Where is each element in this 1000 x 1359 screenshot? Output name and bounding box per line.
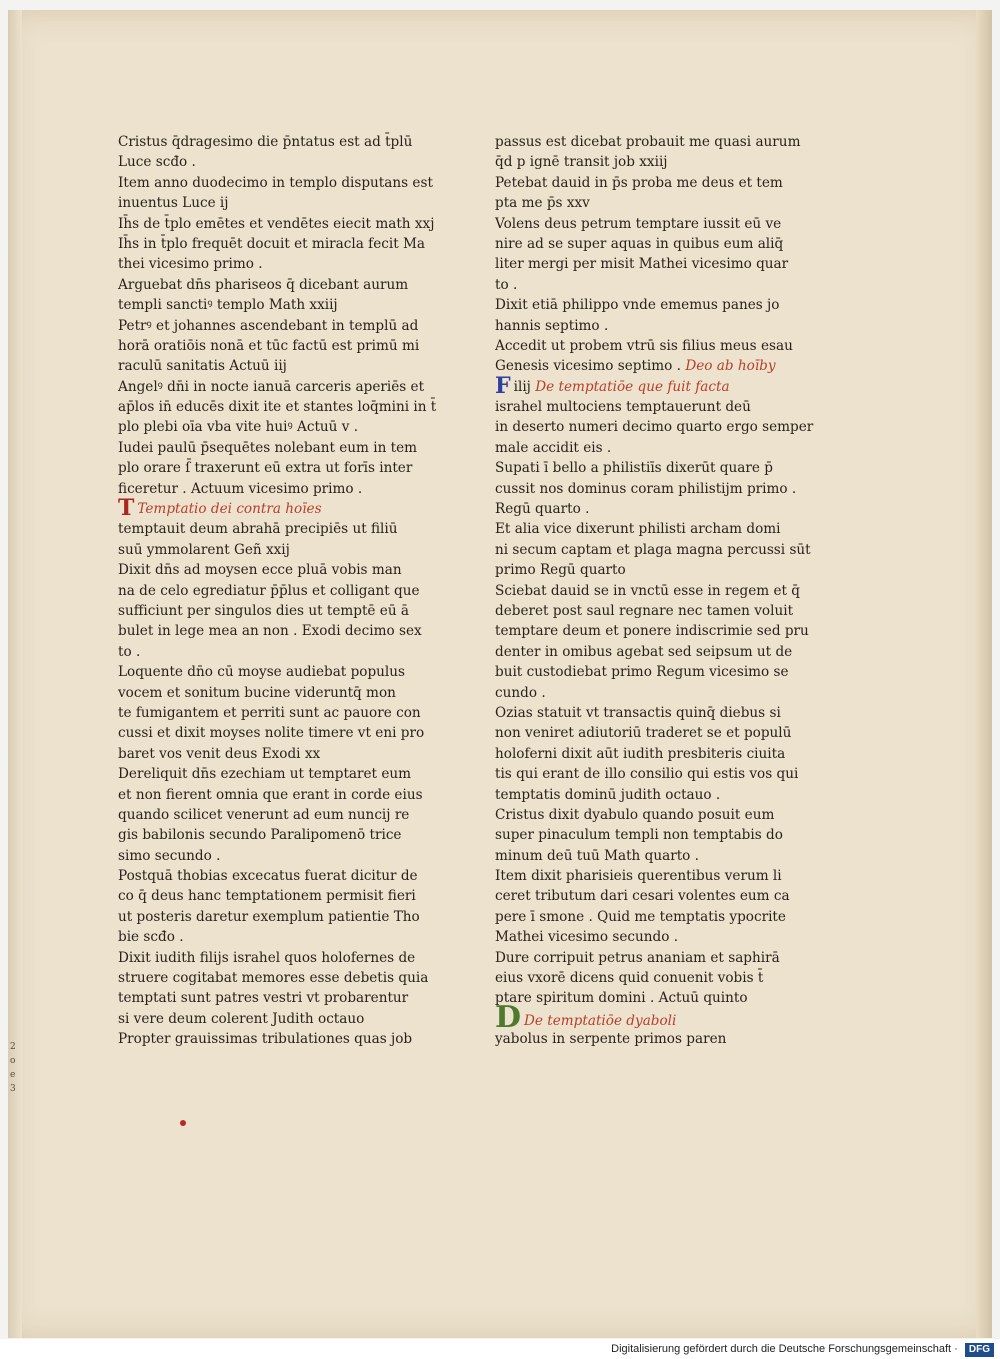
right-column-text-line: ceret tributum dari cesari volentes eum ca bbox=[495, 888, 790, 905]
right-column-text-line: Regū quarto . bbox=[495, 501, 590, 518]
rubric-heading: Deo ab hoīby bbox=[685, 358, 776, 375]
right-column-text-line: yabolus in serpente primos paren bbox=[495, 1031, 727, 1048]
initial-continuation: ilij bbox=[513, 378, 536, 395]
right-column-text-line: passus est dicebat probauit me quasi aurum bbox=[495, 134, 801, 150]
rubric-heading: De temptatiōe que fuit facta bbox=[535, 378, 730, 395]
left-column-text-line: ut posteris daretur exemplum patientie Tho bbox=[118, 908, 420, 925]
left-column-text-line: Ih̄s in t̄plo frequēt docuit et miracla fecit Ma bbox=[118, 235, 426, 252]
page-right-edge bbox=[976, 10, 992, 1338]
decorated-initial-f: F bbox=[495, 372, 511, 399]
right-column-text-line: Supati ī bello a philistiīs dixerūt quare p̄ bbox=[495, 460, 773, 477]
left-column-text-line: sufficiunt per singulos dies ut temptē eū ā bbox=[118, 602, 410, 619]
left-column-text-line: Dereliquit dn̄s ezechiam ut temptaret eum bbox=[118, 766, 412, 783]
left-column-text-line: cussi et dixit moyses nolite timere vt eni pro bbox=[118, 725, 425, 742]
right-column-text-line: primo Regū quarto bbox=[495, 562, 626, 579]
left-column-text-line: horā oratiōis nonā et tūc factū est primū mi bbox=[118, 337, 420, 354]
right-column-text-line: Dixit etiā philippo vnde ememus panes jo bbox=[495, 297, 780, 314]
left-column-text-line: struere cogitabat memores esse debetis quia bbox=[118, 970, 429, 987]
left-column-text-line: Dixit iudith filijs israhel quos holofernes de bbox=[118, 949, 416, 966]
right-column-text-line: temptatis dominū judith octauo . bbox=[495, 786, 721, 803]
decorated-initial-d: D bbox=[495, 999, 522, 1035]
left-column-text-line: Loquente dn̄o cū moyse audiebat populus bbox=[118, 664, 406, 681]
right-column-text-line: male accidit eis . bbox=[495, 439, 612, 456]
right-column-text-line: tis qui erant de illo consilio qui estis vos qui bbox=[495, 766, 799, 783]
left-margin-notes bbox=[10, 1040, 20, 1096]
right-column-text-line: cundo . bbox=[495, 684, 546, 701]
left-column-text-line: simo secundo . bbox=[118, 847, 221, 864]
right-column-text-line: Cristus dixit dyabulo quando posuit eum bbox=[495, 806, 775, 823]
right-column-text-line bbox=[495, 999, 808, 1035]
left-column-text-line: Ih̄s de t̄plo emētes et vendētes eiecit math xxj bbox=[118, 215, 435, 232]
right-column-text-line: nire ad se super aquas in quibus eum aliq̄ bbox=[495, 235, 784, 252]
left-column-text-line: gis babilonis secundo Paralipomenō trice bbox=[118, 827, 402, 844]
right-column-text-line bbox=[495, 372, 808, 399]
left-column-text-line: Dixit dn̄s ad moysen ecce pluā vobis man bbox=[118, 562, 402, 579]
right-column-text-line: non veniret adiutoriū traderet se et populū bbox=[495, 725, 792, 742]
right-column-text-line: pta me p̄s xxv bbox=[495, 195, 590, 212]
right-column-text-line: Sciebat dauid se in vnctū esse in regem et q̄ bbox=[495, 582, 801, 599]
right-column-text-line: deberet post saul regnare nec tamen voluit bbox=[495, 602, 794, 619]
right-column-text-line: Accedit ut probem vtrū sis filius meus esau bbox=[495, 337, 793, 354]
left-column-text-line: na de celo egrediatur p̄p̄lus et colligant que bbox=[118, 582, 420, 599]
left-column-text-line: Propter grauissimas tribulationes quas job bbox=[118, 1031, 413, 1048]
right-column-text-line: q̄d p ignē transit job xxiij bbox=[495, 154, 668, 171]
rubric-heading: Temptatio dei contra hoīes bbox=[137, 501, 322, 518]
margin-note: 3 bbox=[10, 1084, 16, 1094]
left-column-text-line: vocem et sonitum bucine videruntq̄ mon bbox=[118, 684, 396, 701]
right-column-text-line: Petebat dauid in p̄s proba me deus et tem bbox=[495, 174, 783, 191]
left-column-text-line: quando scilicet venerunt ad eum nuncij re bbox=[118, 806, 410, 823]
left-column-text-line: Cristus q̄dragesimo die p̄ntatus est ad t̄plū bbox=[118, 134, 413, 150]
right-column-text-line: Volens deus petrum temptare iussit eū ve bbox=[495, 215, 782, 232]
right-column-text-line: cussit nos dominus coram philistijm primo . bbox=[495, 480, 797, 497]
left-column-text-line: Petrꝰ et johannes ascendebant in templū ad bbox=[118, 317, 419, 334]
right-column-text-line: Dure corripuit petrus ananiam et saphirā bbox=[495, 949, 780, 966]
right-column-text-line: temptare deum et ponere indiscrimie sed pru bbox=[495, 623, 809, 640]
right-column-text-line: minum deū tuū Math quarto . bbox=[495, 847, 699, 864]
left-column-text-line: co q̄ deus hanc temptationem permisit fieri bbox=[118, 888, 416, 905]
left-column-text-line: et non fierent omnia que erant in corde eius bbox=[118, 786, 423, 803]
right-column-text-line: holoferni dixit aūt iudith presbiteris ciuita bbox=[495, 745, 786, 762]
left-column-text-line: to . bbox=[118, 643, 141, 660]
right-column-text-line: hannis septimo . bbox=[495, 317, 609, 334]
right-column-text-line: liter mergi per misit Mathei vicesimo quar bbox=[495, 256, 789, 273]
right-column-text-line: in deserto numeri decimo quarto ergo semper bbox=[495, 419, 814, 436]
left-text-column bbox=[118, 132, 438, 1050]
left-column-text-line: si vere deum colerent Judith octauo bbox=[118, 1010, 365, 1027]
left-column-text-line: baret vos venit deus Exodi xx bbox=[118, 745, 321, 762]
right-column-text-line: pere ī smone . Quid me temptatis ypocrite bbox=[495, 908, 786, 925]
left-column-text-line: suū ymmolarent Geñ xxij bbox=[118, 541, 290, 558]
digitization-footer bbox=[0, 1339, 1000, 1359]
left-column-text-line: templi sanctiꝰ templo Math xxiij bbox=[118, 297, 338, 314]
footer-credit-text: Digitalisierung gefördert durch die Deutsche Forschungsgemeinschaft · bbox=[611, 1343, 958, 1355]
dfg-logo-icon: DFG bbox=[965, 1343, 994, 1357]
left-column-text-line: raculū sanitatis Actuū iij bbox=[118, 358, 287, 375]
margin-note: o bbox=[10, 1056, 16, 1066]
right-column-text-line: denter in omibus agebat sed seipsum ut de bbox=[495, 643, 793, 660]
right-column-text-line: eius vxorē dicens quid conuenit vobis t̄ bbox=[495, 970, 764, 987]
right-column-text-line: super pinaculum templi non temptabis do bbox=[495, 827, 783, 844]
right-column-text-line: Et alia vice dixerunt philisti archam domi bbox=[495, 521, 781, 538]
right-column-text-line bbox=[495, 356, 808, 376]
left-column-text-line: ficeretur . Actuum vicesimo primo . bbox=[118, 480, 363, 497]
left-column-text-line: bulet in lege mea an non . Exodi decimo sex bbox=[118, 623, 422, 640]
left-column-text-line: Arguebat dn̄s phariseos q̄ dicebant aurum bbox=[118, 276, 409, 293]
right-column-text-line: to . bbox=[495, 276, 518, 293]
right-text-column bbox=[495, 132, 814, 1050]
left-column-text-line: Luce scđo . bbox=[118, 154, 196, 171]
right-column-text-line: buit custodiebat primo Regum vicesimo se bbox=[495, 664, 789, 681]
right-column-text-line: ni secum captam et plaga magna percussi sūt bbox=[495, 541, 811, 558]
page-left-edge bbox=[8, 10, 22, 1338]
left-column-text-line: ap̄los in̄ educēs dixit ite et stantes loq̄mini in t̄ bbox=[118, 399, 437, 416]
right-column-text-line: Mathei vicesimo secundo . bbox=[495, 929, 679, 946]
right-column-text-line: ptare spiritum domini . Actuū quinto bbox=[495, 990, 748, 1007]
left-column-text-line: plo plebi oīa vba vite huiꝰ Actuū v . bbox=[118, 419, 359, 436]
margin-note: e bbox=[10, 1070, 16, 1080]
red-ink-dot bbox=[180, 1120, 186, 1126]
left-column-text-line bbox=[118, 495, 438, 522]
manuscript-page bbox=[8, 10, 992, 1338]
left-column-text-line: thei vicesimo primo . bbox=[118, 256, 263, 273]
rubric-heading: De temptatiōe dyaboli bbox=[524, 1012, 677, 1029]
margin-note: 2 bbox=[10, 1042, 16, 1052]
left-column-text-line: Iudei paulū p̄sequētes nolebant eum in tem bbox=[118, 439, 418, 456]
left-column-text-line: bie scđo . bbox=[118, 929, 184, 946]
right-column-text-line: israhel multociens temptauerunt deū bbox=[495, 399, 751, 416]
left-column-text-line: te fumigantem et perriti sunt ac pauore con bbox=[118, 704, 421, 721]
left-column-text-line: Item anno duodecimo in templo disputans est bbox=[118, 174, 433, 191]
right-column-text-line: Item dixit pharisieis querentibus verum li bbox=[495, 868, 782, 885]
left-column-text-line: inuentus Luce ij bbox=[118, 195, 229, 212]
left-column-text-line: Postquā thobias excecatus fuerat dicitur de bbox=[118, 868, 418, 885]
decorated-initial-t: T bbox=[118, 495, 135, 522]
left-column-text-line: plo orare ſ̄ traxerunt eū extra ut forīs inter bbox=[118, 460, 413, 477]
right-column-text-line: Ozias statuit vt transactis quinq̄ diebus si bbox=[495, 704, 781, 721]
left-column-text-line: temptati sunt patres vestri vt probarentur bbox=[118, 990, 409, 1007]
left-column-text-line: Angelꝰ dn̄i in nocte ianuā carceris aperiēs et bbox=[118, 378, 425, 395]
left-column-text-line: temptauit deum abrahā precipiēs ut filiū bbox=[118, 521, 398, 538]
line-plain-part: Genesis vicesimo septimo . bbox=[495, 358, 686, 375]
